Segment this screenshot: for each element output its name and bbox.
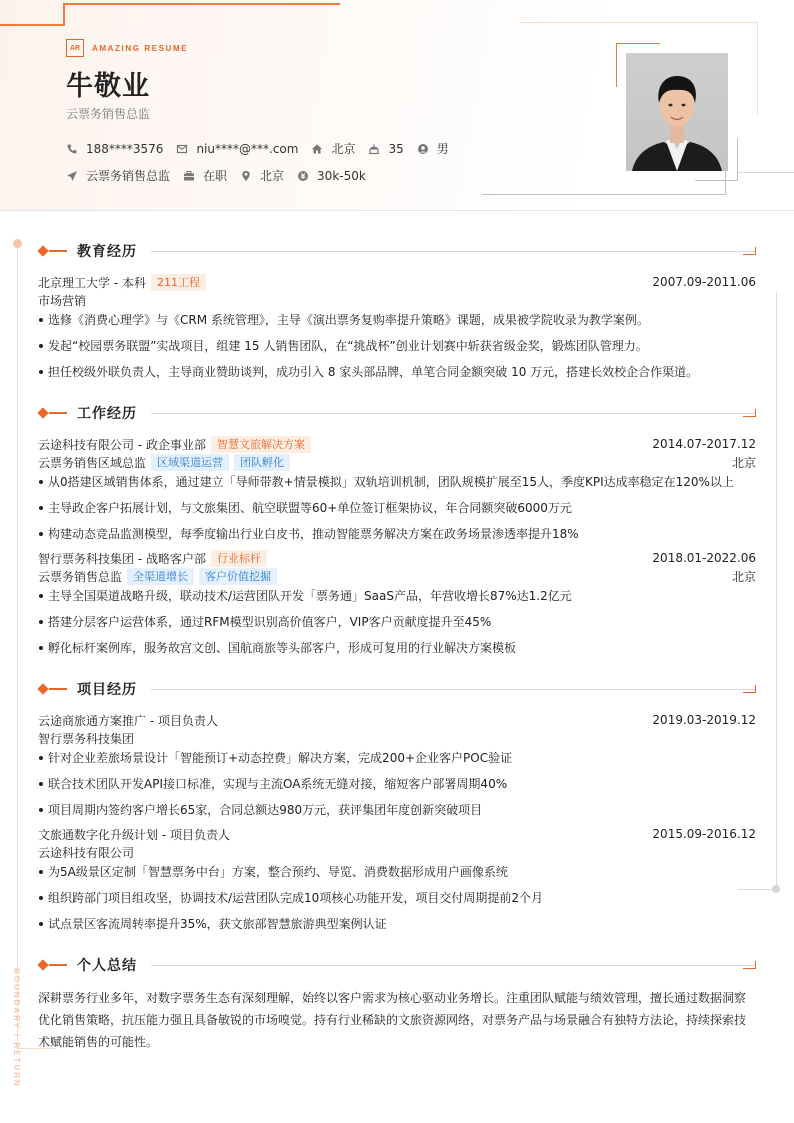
- home-icon: [311, 143, 323, 155]
- photo-frame-decor: [695, 180, 738, 181]
- intent-position-text: 云票务销售总监: [86, 169, 171, 183]
- role-tag: 区域渠道运营: [151, 454, 229, 471]
- project-title: 文旅通数字化升级计划 - 项目负责人: [38, 827, 230, 842]
- photo-frame-decor: [725, 170, 726, 195]
- job-intent-row: [66, 167, 379, 184]
- phone-icon: [66, 143, 78, 155]
- list-item: 从0搭建区域销售体系，通过建立「导师带教+情景模拟」双轨培训机制，团队规模扩展至15人，季度KPI达成率稳定在120%以上: [38, 473, 758, 491]
- list-item: 为5A级景区定制「智慧票务中台」方案，整合预约、导览、消费数据形成用户画像系统: [38, 863, 758, 881]
- header-decor-line: [757, 22, 758, 114]
- company-name: 云途科技有限公司 - 政企事业部: [38, 437, 206, 452]
- list-item: 构建动态竞品监测模型，每季度输出行业白皮书，推动智能票务解决方案在政务场景渗透率提升18%: [38, 525, 758, 543]
- corner-decor: [743, 685, 756, 693]
- diamond-icon: [37, 683, 48, 694]
- side-vertical-text: BOUNDARY / RETURN: [12, 968, 21, 1088]
- section-heading: 教育经历: [77, 244, 137, 260]
- send-icon: [66, 170, 78, 182]
- corner-decor: [743, 409, 756, 417]
- job-title: 云票务销售区域总监: [38, 455, 147, 470]
- project-date: 2015.09-2016.12: [652, 827, 756, 841]
- project-org-row: [38, 729, 756, 747]
- contact-age-text: 35: [388, 141, 404, 156]
- contact-gender-text: 男: [436, 142, 449, 156]
- photo-frame-decor: [738, 172, 794, 173]
- section-title-summary: [36, 957, 756, 973]
- title-dash: [49, 250, 67, 252]
- education-major: 市场营销: [38, 293, 87, 308]
- project-org: 云途科技有限公司: [38, 845, 135, 860]
- intent-status: [183, 167, 227, 184]
- work-city: 北京: [731, 569, 756, 584]
- project-date: 2019.03-2019.12: [652, 713, 756, 727]
- job-title: 云票务销售总监: [38, 569, 123, 584]
- corner-decor: [743, 247, 756, 255]
- header-decor-line: [63, 3, 340, 5]
- list-item: 孵化标杆案例库，服务故宫文创、国航商旅等头部客户，形成可复用的行业解决方案模板: [38, 639, 758, 657]
- contact-row: [66, 140, 462, 157]
- project-header: [38, 711, 756, 729]
- photo-frame-decor: [482, 194, 726, 195]
- corner-decor: [743, 961, 756, 969]
- photo-frame-decor: [737, 138, 738, 181]
- section-title-education: [36, 243, 756, 259]
- resume-header: [0, 0, 794, 211]
- work-city: 北京: [731, 455, 756, 470]
- role-tag: 团队孵化: [234, 454, 290, 471]
- salary-icon: [297, 170, 309, 182]
- school-name: 北京理工大学 - 本科: [38, 275, 146, 290]
- work-header: [38, 435, 756, 453]
- photo-frame-decor: [616, 43, 660, 44]
- education-header: [38, 273, 756, 291]
- intent-city: [240, 167, 284, 184]
- contact-city-text: 北京: [331, 142, 356, 156]
- divider: [151, 251, 756, 252]
- profile-photo: [626, 53, 728, 171]
- work-header: [38, 549, 756, 567]
- candidate-name: 牛敬业: [66, 71, 150, 102]
- company-name: 智行票务科技集团 - 战略客户部: [38, 551, 206, 566]
- work-role-row: [38, 453, 756, 471]
- intent-salary: [297, 169, 366, 183]
- list-item: 针对企业差旅场景设计「智能预订+动态控费」解决方案，完成200+企业客户POC验证: [38, 749, 758, 767]
- project-header: [38, 825, 756, 843]
- candidate-title: 云票务销售总监: [66, 107, 151, 121]
- list-item: 担任校级外联负责人，主导商业赞助谈判，成功引入 8 家头部品牌，单笔合同金额突破 10 万元，搭建长效校企合作渠道。: [38, 363, 758, 381]
- education-major-row: [38, 291, 756, 309]
- company-tag: 行业标杆: [211, 550, 267, 567]
- header-decor-line: [520, 22, 758, 23]
- role-tag: 客户价值挖掘: [199, 568, 277, 585]
- photo-frame-decor: [616, 43, 617, 87]
- work-date: 2018.01-2022.06: [652, 551, 756, 565]
- timeline-dot: [13, 239, 22, 248]
- mail-icon: [176, 143, 188, 155]
- project-title: 云途商旅通方案推广 - 项目负责人: [38, 713, 218, 728]
- section-title-work: [36, 405, 756, 421]
- contact-email-text: niu****@***.com: [196, 141, 299, 156]
- section-heading: 工作经历: [77, 406, 137, 422]
- briefcase-icon: [183, 170, 195, 182]
- section-heading: 项目经历: [77, 682, 137, 698]
- location-icon: [240, 170, 252, 182]
- list-item: 主导全国渠道战略升级，联动技术/运营团队开发「票务通」SaaS产品，年营收增长87%达1.2亿元: [38, 587, 758, 605]
- section-heading: 个人总结: [77, 958, 137, 974]
- work-date: 2014.07-2017.12: [652, 437, 756, 451]
- diamond-icon: [37, 407, 48, 418]
- list-item: 项目周期内签约客户增长65家，合同总额达980万元，获评集团年度创新突破项目: [38, 801, 758, 819]
- contact-gender: [417, 140, 449, 157]
- company-tag: 智慧文旅解决方案: [211, 436, 311, 453]
- work-role-row: [38, 567, 756, 585]
- timeline-line: [17, 248, 18, 1048]
- contact-email: [176, 142, 298, 156]
- header-decor-line: [0, 24, 64, 26]
- diamond-icon: [37, 245, 48, 256]
- brand-logo: AR: [66, 39, 84, 57]
- title-dash: [49, 688, 67, 690]
- brand-text: AMAZING RESUME: [92, 43, 189, 53]
- intent-salary-text: 30k-50k: [317, 168, 366, 183]
- gender-icon: [417, 143, 429, 155]
- right-decor-line: [776, 292, 777, 890]
- section-title-project: [36, 681, 756, 697]
- right-decor-dot: [772, 885, 780, 893]
- divider: [151, 413, 756, 414]
- contact-age: [368, 142, 403, 156]
- title-dash: [49, 964, 67, 966]
- school-tag: 211工程: [151, 274, 206, 291]
- project-org: 智行票务科技集团: [38, 731, 135, 746]
- divider: [151, 965, 756, 966]
- contact-phone: [66, 142, 163, 156]
- list-item: 选修《消费心理学》与《CRM 系统管理》，主导《演出票务复购率提升策略》课题，成果被学院收录为教学案例。: [38, 311, 758, 329]
- intent-city-text: 北京: [260, 169, 285, 183]
- education-date: 2007.09-2011.06: [652, 275, 756, 289]
- title-dash: [49, 412, 67, 414]
- cake-icon: [368, 143, 380, 155]
- role-tag: 全渠道增长: [127, 568, 194, 585]
- summary-text: 深耕票务行业多年，对数字票务生态有深刻理解，始终以客户需求为核心驱动业务增长。注重团队赋能与绩效管理，擅长通过数据洞察优化销售策略，抗压能力强且具备敏锐的市场嗅觉。持有行业稀缺的文旅资源网络，对票务产品与场景融合有独特方法论，持续探索技术赋能销售的可能性。: [38, 991, 747, 1049]
- intent-status-text: 在职: [203, 169, 228, 183]
- list-item: 主导政企客户拓展计划，与文旅集团、航空联盟等60+单位签订框架协议，年合同额突破6000万元: [38, 499, 758, 517]
- list-item: 组织跨部门项目组攻坚，协调技术/运营团队完成10项核心功能开发，项目交付周期提前2个月: [38, 889, 758, 907]
- list-item: 联合技术团队开发API接口标准，实现与主流OA系统无缝对接，缩短客户部署周期40%: [38, 775, 758, 793]
- list-item: 发起“校园票务联盟”实战项目，组建 15 人销售团队，在“挑战杯”创业计划赛中斩获省级金奖，锻炼团队管理力。: [38, 337, 758, 355]
- intent-position: [66, 167, 170, 184]
- project-org-row: [38, 843, 756, 861]
- contact-phone-text: 188****3576: [86, 141, 164, 156]
- brand: [66, 39, 188, 57]
- divider: [151, 689, 756, 690]
- contact-city: [311, 140, 355, 157]
- list-item: 搭建分层客户运营体系，通过RFM模型识别高价值客户，VIP客户贡献度提升至45%: [38, 613, 758, 631]
- list-item: 试点景区客流周转率提升35%，获文旅部智慧旅游典型案例认证: [38, 915, 758, 933]
- header-decor-line: [63, 3, 65, 26]
- diamond-icon: [37, 959, 48, 970]
